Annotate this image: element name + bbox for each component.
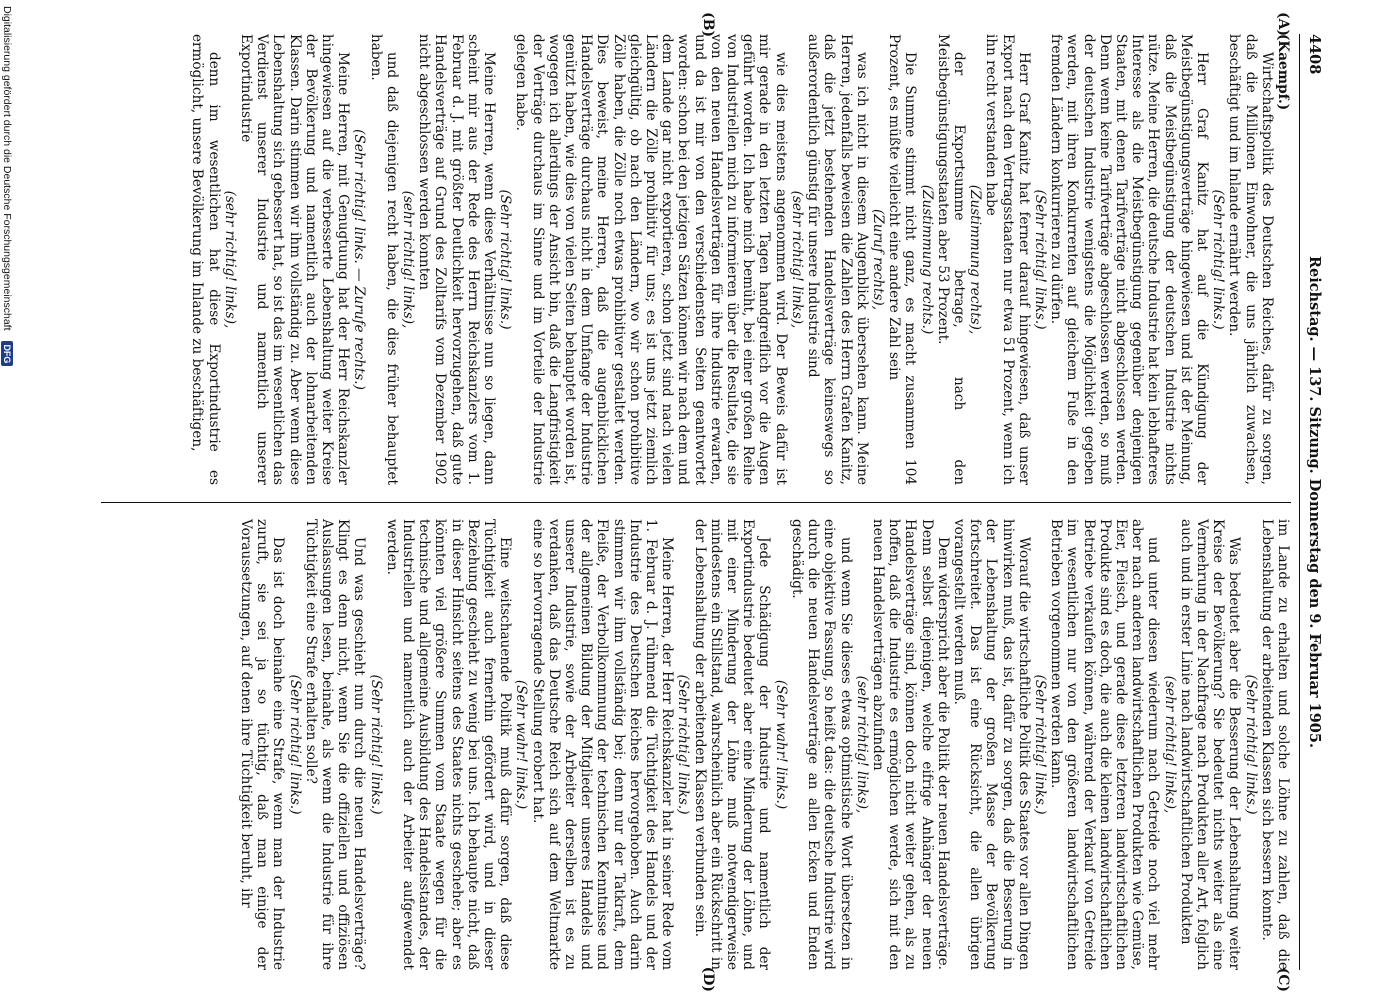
interjection: (Sehr wahr! links.) [513, 679, 530, 810]
interjection: (Zustimmung rechts), [967, 184, 984, 335]
interjection: (Zustimmung rechts.) [918, 184, 935, 335]
page-number: 4408 [1306, 34, 1323, 75]
speaker-name: (Kaempf.) [1275, 34, 1291, 111]
interjection: (sehr richtig! links), [221, 190, 238, 329]
paragraph: Herr Graf Kanitz hat ferner darauf hingewiesen, daß unser Export nach den Vertragsstaaten nur etwa 51 Prozent, wenn ich ihn recht verstanden habe [983, 34, 1032, 485]
dfg-logo: DFG [1, 341, 13, 366]
paragraph: und wenn Sie dieses etwas optimistische Wort übersetzen in eine objektive Fassung, so heißt das: die deutsche Industrie wird durch die neuen Handelsverträge an allen Ecken und Enden geschädigt. [788, 519, 854, 970]
paragraph: Meine Herren, mit Genugtuung hat der Herr Reichskanzler hingewiesen auf die verbesserte Lebenshaltung weiter Kreise der Bevölkerung und namentlich auch der lohnarbeitenden Klassen. Darin stimmen wir ihm vollständig zu. Aber wenn diese Lebenshaltung sich gebessert hat, so ist das im wesentlichen das Verdienst unserer Industrie und namentlich unserer Exportindustrie [238, 34, 352, 485]
interjection: (Sehr richtig! links.) [1031, 674, 1048, 815]
text-columns [101, 12, 1291, 992]
paragraph: Was bedeutet aber die Besserung der Lebenshaltung weiter Kreise der Bevölkerung? Sie bedeutet nichts weiter als eine Vermehrung in der Nachfrage nach Produkten aller Art, folglich auch und in erster Linie nach landwirtschaftlichen Produkten [1177, 519, 1243, 970]
paragraph: der Exportsumme betrage, nach den Meistbegünstigungsstaaten aber 53 Prozent. [934, 34, 967, 485]
paragraph: Und was geschieht nun durch die neuen Handelsverträge? Klingt es denn nicht, wenn Sie die offiziellen und offiziösen Auslassungen lesen, beinahe, als wenn die Industrie für ihre Tüchtigkeit eine Strafe erhalten solle? [302, 519, 368, 970]
paragraph: und daß diejenigen recht haben, die dies früher behauptet haben. [367, 34, 400, 485]
paragraph: Worauf die wirtschaftliche Politik des Staates vor allen Dingen hinwirken muß, das ist, dafür zu sorgen, daß die Besserung in der Lebenshaltung der großen Masse der Bevölkerung fortschreitet. Das ist eine Rücksicht, die allen übrigen vorangestellt werden muß. [950, 519, 1032, 970]
interjection: (Sehr wahr! links.) [772, 679, 789, 810]
margin-mark-a: (A) [1275, 12, 1291, 37]
interjection: (sehr richtig! links), [788, 190, 805, 329]
interjection: (Sehr richtig! links.) [1031, 189, 1048, 330]
paragraph: im Lande zu erhalten und solche Löhne zu zahlen, daß die Lebenshaltung der arbeitenden Klassen sich bessern konnte. [1258, 519, 1291, 970]
interjection: (Sehr richtig! links.) [497, 189, 514, 330]
interjection: (sehr richtig! links), [853, 675, 870, 814]
paragraph: Das ist doch beinahe eine Strafe, wenn man der Industrie zuruft, sie sei ja so tüchtig, daß man einige der Voraussetzungen, auf denen ihre Tüchtigkeit beruht, ihr [238, 519, 287, 970]
paragraph: was ich nicht in diesem Augenblick übersehen kann. Meine Herren, jedenfalls beweisen die Zahlen des Herrn Grafen Kanitz, daß die jetzt bestehenden Handelsverträge keineswegs so außerordentlich günstig für unsere Industrie sind [805, 34, 870, 485]
paragraph: Die Summe stimmt nicht ganz, es macht zusammen 104 Prozent, es müßte vielleicht eine andere Zahl sein [886, 34, 919, 485]
scanned-page [66, 12, 1336, 992]
interjection: (Sehr richtig! links.) [1210, 189, 1227, 330]
digitization-credit: Digitalisierung gefördert durch die Deutsche Forschungsgemeinschaft [1, 6, 13, 331]
digitization-sidebar [0, 0, 14, 1000]
paragraph: Jede Schädigung der Industrie und namentlich der Exportindustrie bedeutet aber eine Minderung der Löhne, und mit einer Minderung der Löhne muß notwendigerweise mindestens ein Stillstand, wahrscheinlich aber ein Rückschritt in der Lebenshaltung der arbeitenden Klassen verbunden sein. [691, 519, 773, 970]
paragraph: Wirtschaftspolitik des Deutschen Reiches, dafür zu sorgen, daß die Millionen Einwohner, die uns jährlich zuwachsen, beschäftigt und im Inlande ernährt werden. [1226, 34, 1275, 485]
paragraph: denn im wesentlichen hat diese Exportindustrie es ermöglicht, unsere Bevölkerung im Inlande zu beschäftigen, [189, 34, 222, 485]
paragraph: Herr Graf Kanitz hat auf die Kündigung der Meistbegünstigungsverträge hingewiesen und ist der Meinung, daß die Meistbegünstigung der deutschen Industrie nichts nütze. Meine Herren, die deutsche Industrie hat kein lebhafteres Interesse als die Meistbegünstigung gegenüber denjenigen Staaten, mit denen Tarifverträge nicht abgeschlossen werden. Denn wenn keine Tarifverträge abgeschlossen werden, so muß der deutschen Industrie wenigstens die Möglichkeit gegeben werden, mit ihren Konkurrenten auf gleichem Fuße in den fremden Ländern konkurrieren zu dürfen. [1048, 34, 1210, 485]
paragraph: Meine Herren, der Herr Reichskanzler hat in seiner Rede vom 1. Februar d. J. rühmend die Tüchtigkeit des Handels und der Industrie des Deutschen Reiches hervorgehoben. Auch darin stimmen wir ihm vollständig bei; denn nur der Tatkraft, dem Fleiße, der Verbollkommnung der technischen Kenntnisse und der allgemeinen Bildung der Mitglieder unseres Handels und unserer Industrie, sowie der Arbeiter derselben ist es zu verdanken, daß das Deutsche Reich sich auf dem Weltmarkte eine so hervorragende Stellung erobert hat. [529, 519, 676, 970]
interjection: (sehr richtig! links), [1161, 675, 1178, 814]
column-divider [101, 502, 1291, 503]
interjection: (sehr richtig! links), [400, 190, 417, 329]
interjection: (Sehr richtig! links.) [1242, 674, 1259, 815]
interjection: (Zuruf rechts), [869, 208, 886, 311]
margin-mark-d: (D) [700, 966, 716, 992]
paragraph: Dem widerspricht aber die Politik der neuen Handelsverträge. Denn selbst diejenigen, welche eifrige Anhänger der neuen Handelsverträge sind, können doch nicht weiter gehen, als zu hoffen, daß die Industrie es ermöglichen werde, sich mit den neuen Handelsverträgen abzufinden [869, 519, 951, 970]
running-title: Reichstag. — 137. Sitzung. Donnerstag den 9. Februar 1905. [1306, 255, 1323, 749]
interjection: (Sehr richtig! links.) [675, 674, 692, 815]
page-header [1299, 34, 1322, 970]
paragraph: Eine weitschauende Politik muß dafür sorgen, daß diese Tüchtigkeit auch fernerhin gefördert wird, und in dieser Beziehung geschieht zu wenig bei uns. Ich behaupte nicht, daß in dieser Hinsicht seitens des Staates nichts geschehe; aber es könnten viel größere Summen vom Staate wegen für die technische und allgemeine Ausbildung des Handelsstandes, der Industriellen und namentlich auch der Arbeiter aufgewendet werden. [383, 519, 514, 970]
paragraph: und unter diesen wiederum nach Getreide noch viel mehr aber nach anderen landwirtschaftlichen Produkten wie Gemüse, Eier, Fleisch, und gerade diese letzteren landwirtschaftlichen Produkte sind es doch, die auch die kleinen landwirtschaftlichen Betriebe verkaufen können, während der Verkauf von Getreide im wesentlichen nur von den größeren landwirtschaftlichen Betrieben vorgenommen werden kann. [1048, 519, 1162, 970]
paragraph: wie dies meistens angenommen wird. Der Beweis dafür ist mir gerade in den letzten Tagen handgreiflich vor die Augen geführt worden. Ich habe mich bemüht, bei einer großen Reihe von Industriellen mich zu informieren über die Resultate, die sie von den neuen Handelsverträgen für ihre Industrie erwarten, und da ist mir von den verschiedensten Seiten geantwortet worden: schon bei den jetzigen Sätzen können wir nach dem und dem Lande gar nicht exportieren, schon jetzt sind nach vielen Ländern die Zölle prohibitiv für uns; es ist uns jetzt ziemlich gleichgültig, ob nach den Ländern, wo wir schon prohibitive Zölle haben, die Zölle noch etwas prohibitiver gestaltet werden. Dies beweist, meine Herren, daß die augenblicklichen Handelsverträge durchaus nicht in dem Umfange der Industrie genützt haben, wie dies von vielen Seiten behauptet worden ist, wogegen ich allerdings der Ansicht bin, daß die Langfristigkeit der Verträge durchaus im Sinne und im Vorteile der Industrie gelegen habe. [513, 34, 789, 485]
margin-mark-c: (C) [1275, 967, 1291, 992]
interjection: (Sehr richtig! links.) [367, 674, 384, 815]
paragraph: Meine Herren, wenn diese Verhältnisse nun so liegen, dann scheint mir aus der Rede des Herrn Reichskanzlers vom 1. Februar d. J. mit größter Deutlichkeit hervorzugehen, daß gute Handelsverträge auf Grund des Zolltarifs vom Dezember 1902 nicht abgeschlossen werden konnten [416, 34, 498, 485]
left-column [101, 12, 1291, 485]
interjection: (Sehr richtig! links.) [286, 674, 303, 815]
right-column [101, 519, 1291, 992]
interjection: (Sehr richtig! links. — Zurufe rechts.) [351, 129, 368, 390]
margin-mark-b: (B) [700, 12, 716, 38]
